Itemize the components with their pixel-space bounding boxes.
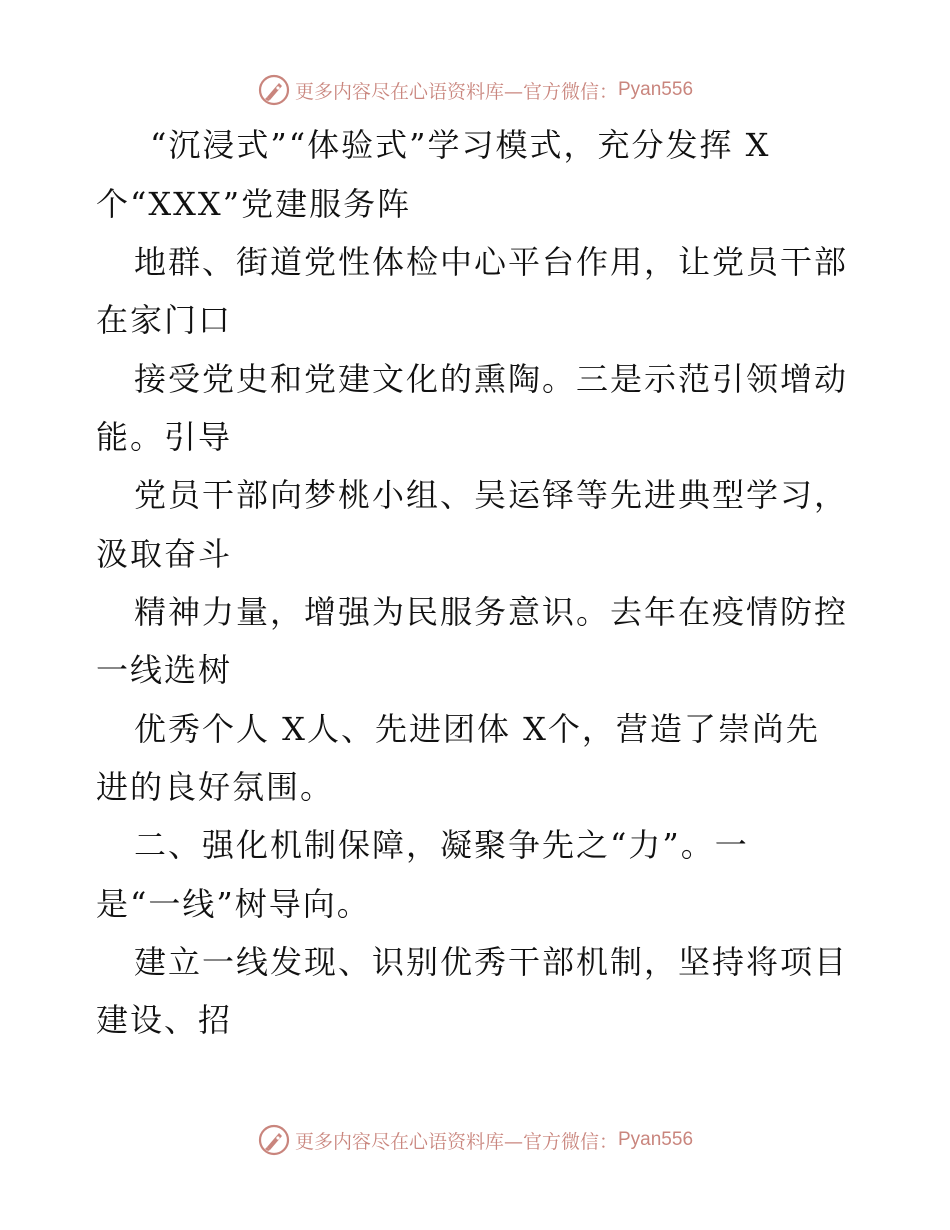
body-line: 接受党史和党建文化的熏陶。三是示范引领增动: [134, 360, 849, 398]
body-line: 地群、街道党性体检中心平台作用，让党员干部: [134, 243, 849, 281]
body-line: 汲取奋斗: [96, 535, 233, 573]
body-line: 精神力量，增强为民服务意识。去年在疫情防控: [134, 593, 849, 631]
body-line: 建设、招: [96, 1001, 233, 1039]
section-heading: 二、强化机制保障，凝聚争先之“力”。一: [134, 826, 749, 864]
footer-watermark: [0, 1120, 950, 1160]
pen-nib-seal-icon: [257, 1123, 291, 1157]
body-line: 建立一线发现、识别优秀干部机制，坚持将项目: [134, 943, 849, 981]
body-line: 是“一线”树导向。: [96, 885, 371, 923]
watermark-text: 更多内容尽在心语资料库—官方微信：: [294, 80, 618, 103]
body-line: “沉浸式”“体验式”学习模式，充分发挥 X: [150, 126, 771, 164]
watermark-text: 更多内容尽在心语资料库—官方微信：: [294, 1130, 618, 1153]
body-line: 优秀个人 X人、先进团体 X个，营造了崇尚先: [134, 710, 820, 748]
body-line: 在家门口: [96, 301, 233, 339]
body-line: 党员干部向梦桃小组、吴运铎等先进典型学习，: [134, 476, 849, 514]
header-watermark: [0, 70, 950, 110]
watermark-wechat-id: Pyan556: [618, 1129, 694, 1150]
body-line: 进的良好氛围。: [96, 768, 335, 806]
body-line: 个“XXX”党建服务阵: [96, 185, 412, 223]
pen-nib-seal-icon: [257, 73, 291, 107]
watermark-wechat-id: Pyan556: [618, 79, 694, 100]
body-line: 能。引导: [96, 418, 233, 456]
body-line: 一线选树: [96, 651, 233, 689]
